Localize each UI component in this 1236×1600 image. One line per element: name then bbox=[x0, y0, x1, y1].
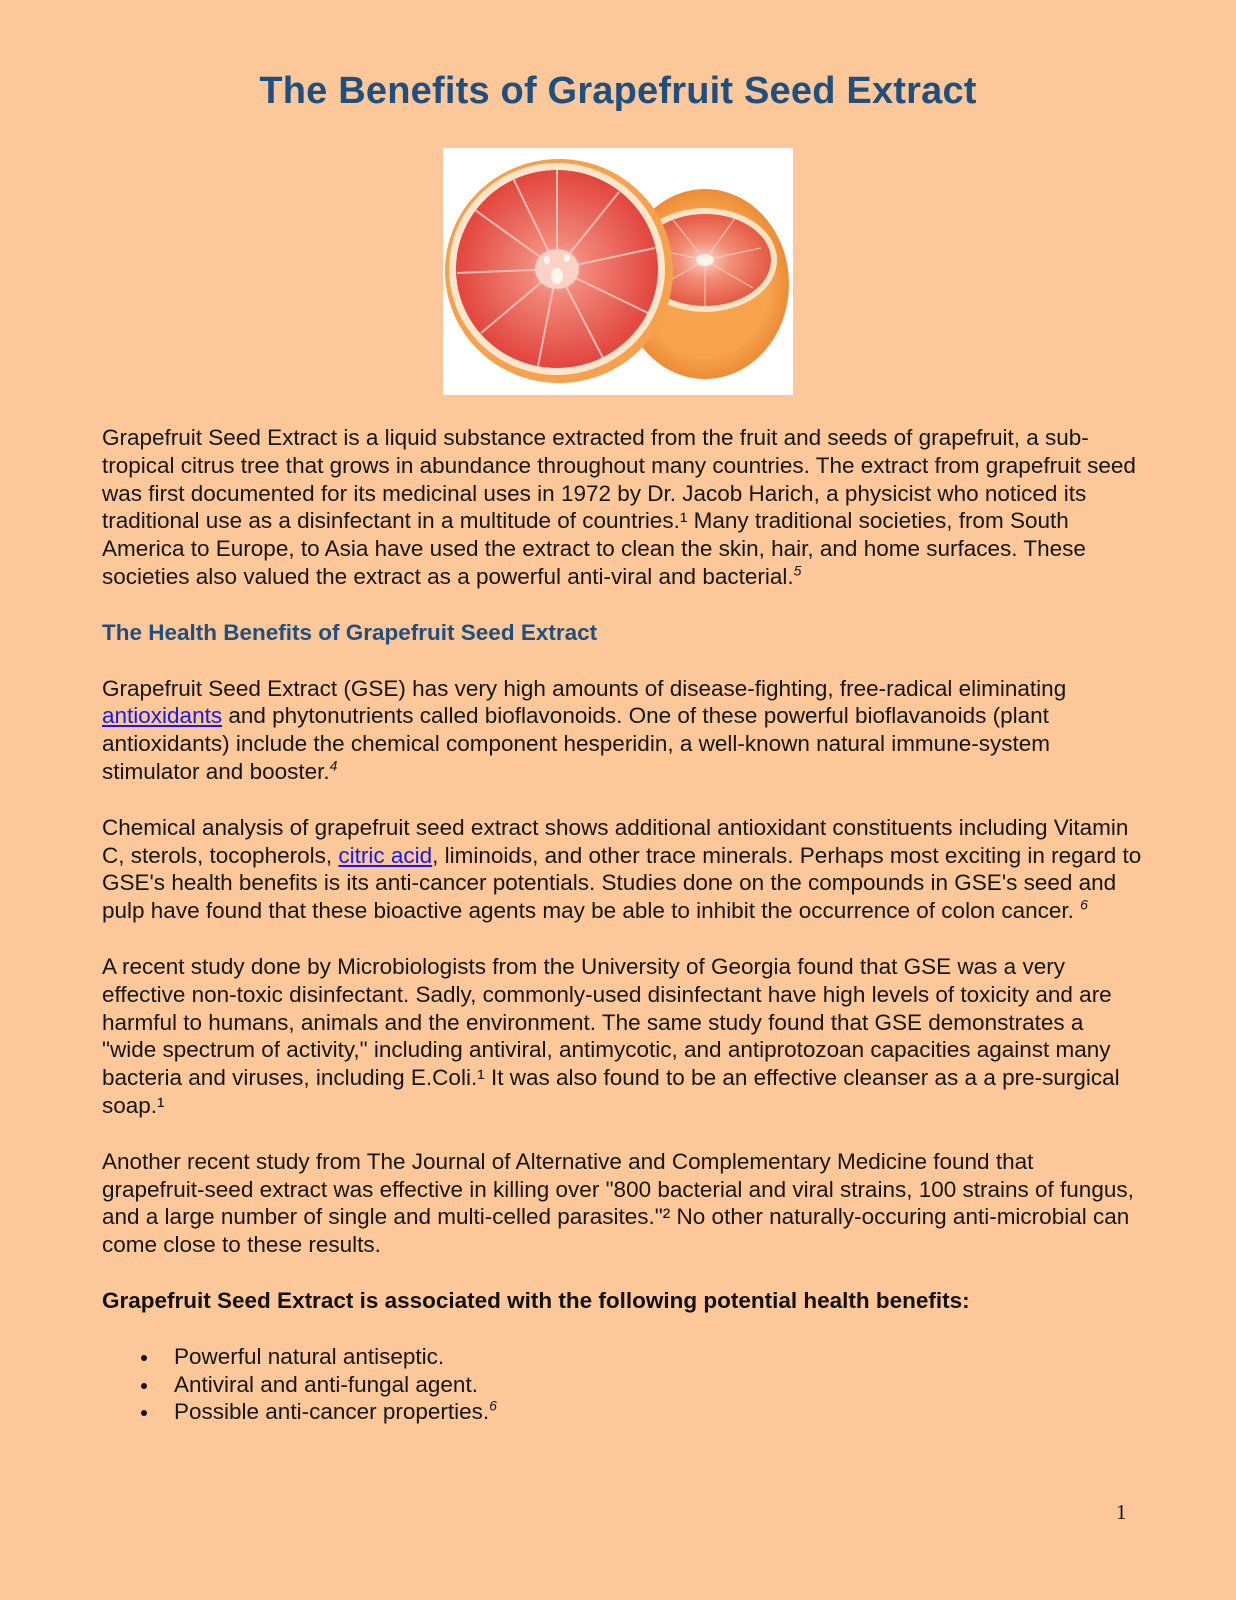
list-item: Antiviral and anti-fungal agent. bbox=[174, 1371, 1142, 1399]
antioxidants-paragraph: Grapefruit Seed Extract (GSE) has very high amounts of disease-fighting, free-radical eliminating antioxidants and phytonutrients called bioflavonoids. One of these powerful bioflavanoids (plant antioxidants) include the chemical component hesperidin, a well-known natural immune-system stimulator and booster.$^4$ bbox=[102, 675, 1067, 784]
list-item: Powerful natural antiseptic. bbox=[174, 1343, 1142, 1371]
grapefruit-illustration bbox=[443, 148, 793, 395]
footnote-ref: 4 bbox=[329, 757, 338, 774]
intro-paragraph: Grapefruit Seed Extract is a liquid substance extracted from the fruit and seeds of grapefruit, a sub-tropical citrus tree that grows in abundance throughout many countries. The extract from grapefruit seed was first documented for its medicinal uses in 1972 by Dr. Jacob Harich, a physicist who noticed its traditional use as a disinfectant in a multitude of countries.¹ Many traditional societies, from South America to Europe, to Asia have used the extract to clean the skin, hair, and home surfaces. These societies also valued the extract as a powerful anti-viral and bacterial.$^5$ bbox=[102, 425, 1136, 589]
footnote-ref: 6 bbox=[1080, 896, 1088, 913]
footnote-ref: 5 bbox=[793, 562, 802, 579]
section-heading: The Health Benefits of Grapefruit Seed Extract bbox=[102, 619, 598, 645]
chemical-analysis-paragraph: Chemical analysis of grapefruit seed extract shows additional antioxidant constituents including Vitamin C, sterols, tocopherols, citric acid, liminoids, and other trace minerals. Perhaps most exciting in regard to GSE's health benefits is its anti-cancer potentials. Studies done on the compounds in GSE's seed and pulp have found that these bioactive agents may be able to inhibit the occurrence of colon cancer. $^6$ bbox=[102, 814, 1142, 924]
antioxidants-link[interactable]: antioxidants bbox=[102, 703, 223, 729]
list-item: Possible anti-cancer properties.$^6$ bbox=[174, 1398, 1142, 1426]
benefits-heading: Grapefruit Seed Extract is associated with the following potential health benefits: bbox=[102, 1287, 970, 1313]
grapefruit-left-half bbox=[445, 159, 673, 383]
benefits-list bbox=[102, 1343, 1142, 1426]
article-body bbox=[102, 424, 1142, 1426]
georgia-study-paragraph: A recent study done by Microbiologists from the University of Georgia found that GSE was a very effective non-toxic disinfectant. Sadly, commonly-used disinfectant have high levels of toxicity and are harmful to humans, animals and the environment. The same study found that GSE demonstrates a "wide spectrum of activity," including antiviral, antimycotic, and antiprotozoan capacities against many bacteria and viruses, including E.Coli.¹ It was also found to be an effective cleanser as a a pre-surgical soap.¹ bbox=[102, 953, 1120, 1118]
grapefruit-image bbox=[443, 148, 793, 395]
footnote-ref: 6 bbox=[489, 1397, 497, 1414]
journal-study-paragraph: Another recent study from The Journal of Alternative and Complementary Medicine found that grapefruit-seed extract was effective in killing over "800 bacterial and viral strains, 100 strains of fungus, and a large number of single and multi-celled parasites."² No other naturally-occuring anti-microbial can come close to these results. bbox=[102, 1148, 1134, 1258]
page-number: 1 bbox=[1116, 1500, 1127, 1524]
citric-acid-link[interactable]: citric acid bbox=[338, 842, 433, 868]
page-title: The Benefits of Grapefruit Seed Extract bbox=[259, 70, 977, 112]
